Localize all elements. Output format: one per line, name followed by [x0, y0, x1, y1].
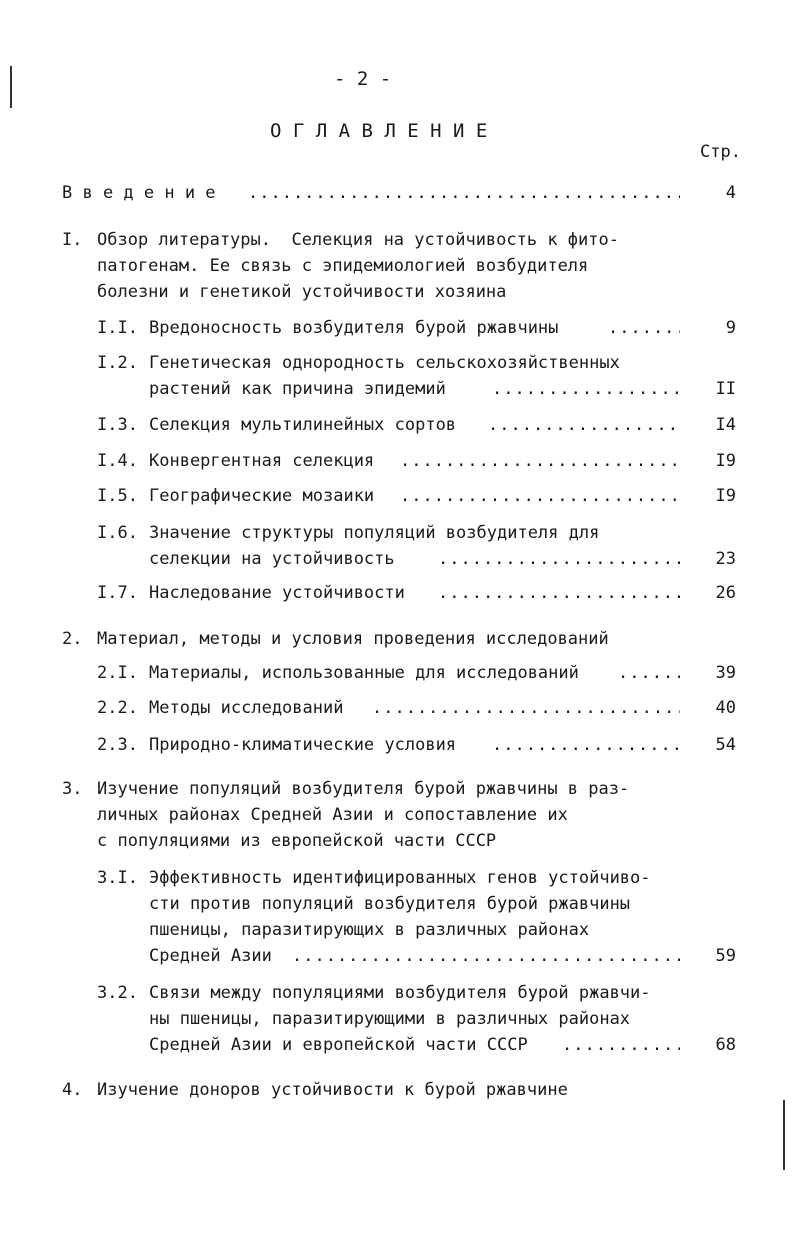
toc-entry-text: Селекция мультилинейных сортов: [149, 415, 457, 435]
toc-entry-page: 23: [715, 549, 736, 569]
leader-dots: [438, 583, 680, 603]
toc-entry-line: Средней Азии и европейской части СССР: [149, 1035, 528, 1055]
toc-entry-number: 3.: [62, 779, 83, 799]
toc-entry-line: Изучение популяций возбудителя бурой ржавчины в раз-: [97, 779, 630, 799]
leader-dots: [248, 183, 680, 203]
toc-entry-text: Географические мозаики: [149, 486, 375, 506]
toc-entry-page: 68: [715, 1035, 736, 1055]
toc-entry-number: I.4.: [97, 451, 138, 471]
toc-entry-number: 2.2.: [97, 698, 138, 718]
toc-entry-number: 3.2.: [97, 983, 138, 1003]
toc-entry-text: Методы исследований: [149, 698, 344, 718]
toc-entry-page: I4: [715, 415, 736, 435]
toc-entry-line: пшеницы, паразитирующих в различных районах: [149, 920, 590, 940]
toc-entry-page: 4: [725, 183, 736, 203]
toc-entry-line: Эффективность идентифицированных генов устойчиво-: [149, 868, 651, 888]
toc-entry-line: болезни и генетикой устойчивости хозяина: [97, 282, 507, 302]
leader-dots: [292, 946, 680, 966]
toc-entry-number: I.I.: [97, 318, 138, 338]
toc-entry-line: селекции на устойчивость: [149, 549, 395, 569]
toc-entry-line: растений как причина эпидемий: [149, 379, 446, 399]
right-margin-mark: [783, 1100, 785, 1170]
leader-dots: [488, 415, 680, 435]
toc-entry-page: II: [715, 379, 736, 399]
toc-entry-page: 9: [725, 318, 736, 338]
leader-dots: [400, 451, 680, 471]
toc-entry-number: 2.3.: [97, 735, 138, 755]
page-column-header: Стр.: [700, 142, 741, 162]
leader-dots: [608, 318, 680, 338]
left-margin-mark: [10, 66, 12, 108]
toc-entry-page: 40: [715, 698, 736, 718]
toc-entry-text: В в е д е н и е: [62, 183, 216, 203]
toc-entry-number: I.2.: [97, 353, 138, 373]
toc-entry-number: 3.I.: [97, 868, 138, 888]
toc-entry-page: 39: [715, 663, 736, 683]
toc-entry-line: патогенам. Ее связь с эпидемиологией возбудителя: [97, 256, 589, 276]
toc-entry-text: Природно-климатические условия: [149, 735, 457, 755]
toc-entry-text: Материал, методы и условия проведения исследований: [97, 629, 609, 649]
toc-entry-page: I9: [715, 451, 736, 471]
toc-entry-line: Средней Азии: [149, 946, 272, 966]
toc-entry-text: Наследование устойчивости: [149, 583, 405, 603]
toc-entry-line: Значение структуры популяций возбудителя для: [149, 523, 600, 543]
toc-entry-line: личных районах Средней Азии и сопоставление их: [97, 805, 568, 825]
page-title: О Г Л А В Л Е Н И Е: [270, 120, 488, 142]
toc-entry-text: Изучение доноров устойчивости к бурой ржавчине: [97, 1080, 568, 1100]
toc-entry-number: I.7.: [97, 583, 138, 603]
toc-entry-line: Обзор литературы. Селекция на устойчивость к фито-: [97, 230, 619, 250]
toc-entry-line: с популяциями из европейской части СССР: [97, 831, 497, 851]
toc-entry-number: 2.: [62, 629, 83, 649]
leader-dots: [618, 663, 680, 683]
toc-entry-page: 59: [715, 946, 736, 966]
toc-entry-page: 26: [715, 583, 736, 603]
toc-entry-text: Конвергентная селекция: [149, 451, 375, 471]
toc-entry-text: Вредоносность возбудителя бурой ржавчины: [149, 318, 559, 338]
leader-dots: [492, 735, 680, 755]
toc-entry-number: I.3.: [97, 415, 138, 435]
leader-dots: [400, 486, 680, 506]
toc-entry-line: Связи между популяциями возбудителя бурой ржавчи-: [149, 983, 651, 1003]
toc-entry-number: I.6.: [97, 523, 138, 543]
toc-entry-line: Генетическая однородность сельскохозяйственных: [149, 353, 620, 373]
toc-entry-text: Материалы, использованные для исследований: [149, 663, 579, 683]
toc-entry-line: ны пшеницы, паразитирующими в различных районах: [149, 1009, 631, 1029]
toc-entry-number: 2.I.: [97, 663, 138, 683]
toc-entry-page: I9: [715, 486, 736, 506]
toc-entry-page: 54: [715, 735, 736, 755]
toc-entry-number: 4.: [62, 1080, 83, 1100]
leader-dots: [372, 698, 680, 718]
leader-dots: [492, 379, 680, 399]
leader-dots: [562, 1035, 680, 1055]
toc-entry-number: I.: [62, 230, 83, 250]
toc-entry-line: сти против популяций возбудителя бурой ржавчины: [149, 894, 631, 914]
toc-entry-number: I.5.: [97, 486, 138, 506]
page-number: - 2 -: [334, 68, 392, 90]
leader-dots: [438, 549, 680, 569]
